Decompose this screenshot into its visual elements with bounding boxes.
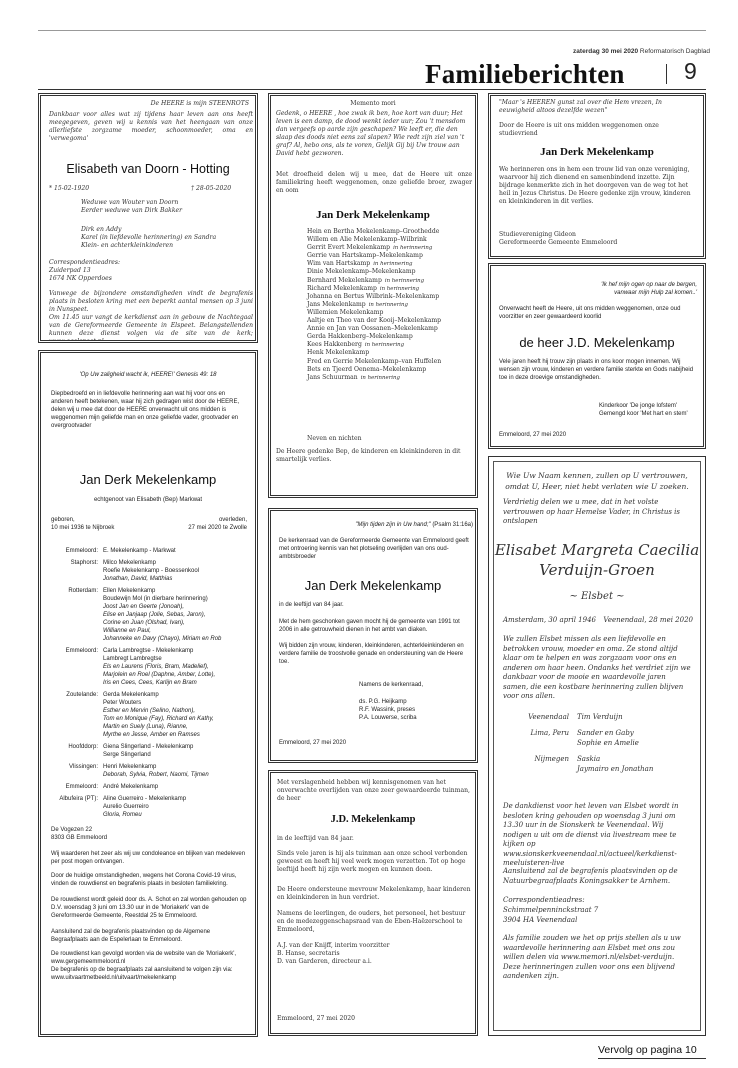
notice-body: Wij bidden zijn vrouw, kinderen, kleinkinderen, achterkleinkinderen en verdere familie de troostvolle genade en ondersteuning van de Heere toe. (279, 643, 464, 665)
notice-school (268, 770, 478, 1036)
family-member-name: Jans Schuurman (307, 373, 358, 381)
livestream-info: De begrafenis op de begraafplaats zal aansluitend te volgen zijn via: www.uitvaartmetbeeld.nl/uitvaart/mekelenkamp (51, 967, 233, 981)
family-member (307, 285, 477, 293)
burial-info: Aansluitend zal de begrafenis plaatsvinden op de Algemene Begraafplaats aan de Espelerlaan te Emmeloord. (51, 929, 211, 943)
notice-verduijn-groen (488, 456, 706, 1036)
memorial-note: in herinnering (360, 374, 400, 381)
family-line: Karel (in liefdevolle herinnering) en Sandra (81, 234, 217, 241)
family-group (47, 743, 251, 759)
grandchildren-line: Willianne en Paul, (103, 628, 151, 634)
notice-quote: 'Op Uw zaligheid wacht ik, HEERE!' Genesis 49: 18 (79, 372, 217, 378)
family-member-name: Gerda Hakkenberg–Mekelenkamp (307, 333, 413, 341)
death-date: † 28-05-2020 (191, 185, 232, 192)
family-place: Staphorst: (70, 560, 98, 566)
family-place: Zoutelande: (66, 692, 98, 698)
signature-line: A.J. van der Knijff, interim voorzitter (277, 942, 390, 949)
family-place: Emmeloord: (65, 548, 98, 554)
notice-verse: Gedenk, o HEERE , hoe zwak ik ben, hoe kort van duur; Het leven is een damp, de dood wenkt ieder uur; Zou 't mensdom dan vergeefs op aarde zijn geschapen? We leeft er, die den slaap des doods niet eens zal slapen? Wie redt zijn ziel van 't graf? Al, hebo ons, als te voren, Gelijk Gij bij Uw trouw aan David hebt gezworen. (276, 110, 466, 158)
family-member-name: Henk Mekelenkamp (307, 349, 370, 357)
deceased-name: Elisabet Margreta Caecilia (494, 541, 700, 559)
family-group (47, 559, 251, 583)
deceased-name: Jan Derk Mekelenkamp (79, 472, 217, 487)
notice-body: Met de hem geschonken gaven mocht hij de gemeente van 1991 tot 2006 in alle getrouwheid dienen in het ambt van diaken. (279, 619, 460, 633)
page-number: 9 (684, 58, 697, 84)
address-line: De Vogezen 22 (51, 827, 93, 833)
death-date: Veenendaal, 28 mei 2020 (603, 616, 693, 624)
family-group (47, 547, 251, 555)
notice-family-mekelenkamp (38, 350, 258, 1037)
notice-intro: Met droefheid delen wij u mee, dat de Heere uit onze familiekring heeft weggenomen, onze geliefde broer, zwager en oom (276, 171, 472, 195)
notice-quote: "Maar 's HEEREN gunst zal over die Hem vrezen, In eeuwigheid altoos dezelfde wezen" (499, 99, 662, 115)
signature-line: P.A. Louwerse, scriba (359, 715, 417, 721)
family-list (307, 228, 477, 382)
notice-quote: 'Ik hef mijn ogen op naar de bergen, (601, 282, 697, 288)
grandchildren-line: Myrthe en Jesse, Amber en Ramses (103, 732, 200, 738)
family-place: Veenendaal (528, 713, 569, 721)
notice-intro: Verdrietig delen we u mee, dat in het volste vertrouwen op haar Hemelse Vader, in Christus is ontslapen (503, 498, 680, 525)
family-member (307, 260, 477, 268)
grandchildren-line: Deborah, Sylvia, Robert, Naomi, Tijmen (103, 772, 209, 778)
title-rule (38, 89, 706, 90)
notice-body: Namens de leerlingen, de ouders, het personeel, het bestuur en de medezeggenschapsraad van de Eben-Haëzerschool te Emmeloord, (277, 910, 466, 934)
family-member-name: Ellen Mekelenkamp (103, 588, 156, 594)
rules-info: Door de huidige omstandigheden, wegens het Corona Covid-19 virus, vinden de rouwdienst en begrafenis plaats in besloten familiekring. (51, 873, 237, 887)
notice-kinderkoor (488, 263, 706, 449)
page-title: Familieberichten (425, 59, 625, 89)
family-member-name: Sophie en Amelie (577, 739, 639, 747)
notice-body: Vele jaren heeft hij trouw zijn plaats in ons koor mogen innemen. Wij wensen zijn vrouw, kinderen en verdere familie sterkte en Gods nabijheid toe in deze droevige omstandigheden. (499, 359, 694, 381)
widow-line: Eerder weduwe van Dirk Bakker (81, 207, 183, 214)
family-member-name: Peter Wouters (103, 700, 142, 706)
family-place: Emmeloord: (65, 784, 98, 790)
family-line: Dirk en Addy (81, 226, 122, 233)
notice-kerkenraad (268, 508, 478, 763)
notice-intro: Diepbedroefd en in liefdevolle herinnering aan wat hij voor ons en anderen heeft betekenen, waar hij zich gedragen wist door de HEERE, delen wij u mee dat door de HEERE onverwacht uit ons midden is weggenomen mijn geliefde man en onze geliefde vader, grootvader en overgrootvader (51, 391, 240, 429)
grandchildren-line: Joost Jan en Geerte (Jonoah), (103, 604, 185, 610)
notice-studievereniging (488, 93, 706, 259)
family-member-name: Aaltje en Theo van der Kooij–Mekelenkamp (307, 317, 442, 325)
address-line: Zuiderpad 13 (49, 267, 91, 274)
address-label: Correspondentieadres: (503, 896, 585, 904)
family-member-name: Bernhard Mekelenkamp (307, 276, 382, 284)
address-label: Correspondentieadres: (49, 259, 121, 266)
family-list (47, 547, 251, 823)
family-member-name: E. Mekelenkamp - Markwat (103, 548, 176, 554)
family-member (307, 309, 477, 317)
family-member-name: Saskia (577, 755, 601, 763)
signature-line: B. Hanse, secretaris (277, 950, 340, 957)
service-info: De rouwdienst wordt geleid door ds. A. Schot en zal worden gehouden op D.V. woensdag 3 juni om 13.30 uur in de 'Moriakerk' van de Gereformeerde Gemeente, Reestdal 25 te Emmeloord. (51, 897, 247, 919)
family-member-name: Tim Verduijn (577, 713, 623, 721)
deceased-name: de heer J.D. Mekelenkamp (519, 335, 675, 350)
grandchildren-line: Els en Laurens (Floris, Bram, Madelief), (103, 664, 209, 670)
title-divider (666, 64, 667, 84)
family-member-name: Annie en Jan van Oossanen–Mekelenkamp (307, 325, 438, 333)
family-member (307, 325, 477, 333)
signature-line: Studievereniging Gideon (499, 231, 576, 238)
grandchildren-line: Elise en Janjaap (Jolie, Sebas, Jaron), (103, 612, 206, 618)
notice-quote: vanwaar mijn Hulp zal komen..' (614, 290, 697, 296)
family-list (503, 712, 693, 780)
grandchildren-line: Martin en Suely (Luna), Rianne, (103, 724, 188, 730)
page-header (0, 48, 710, 55)
signature-line: Gereformeerde Gemeente Emmeloord (499, 239, 618, 246)
memorial-note: in herinnering (384, 277, 425, 284)
family-member (307, 293, 477, 301)
memorial-note: in herinnering (393, 245, 433, 252)
memorial-note: in herinnering (373, 261, 413, 268)
grandchildren-line: Esther en Mervin (Selino, Nathon), (103, 708, 196, 714)
family-member-name: Bets en Tjeerd Oenema–Mekelenkamp (307, 365, 427, 373)
family-member-name: Johanna en Bertus Wilbrink–Mekelenkamp (307, 292, 440, 300)
family-member (307, 374, 477, 382)
deceased-name: Elisabeth van Doorn - Hotting (66, 162, 230, 176)
signature-line: R.F. Wassink, preses (359, 707, 416, 713)
header-paper: Reformatorisch Dagblad (639, 48, 710, 55)
notice-motto: Memento mori (350, 100, 396, 107)
family-member-name: Carla Lambregtse - Mekelenkamp (103, 648, 194, 654)
funeral-info: Vanwege de bijzondere omstandigheden vindt de begrafenis plaats in besloten kring met een beperkt aantal mensen op 3 juni in Nunspeet. (49, 290, 253, 314)
family-place: Lima, Peru (530, 729, 569, 737)
family-group (503, 728, 693, 748)
family-member (307, 366, 477, 374)
address-line: Schimmelpenninckstraat 7 (503, 906, 599, 914)
family-member (307, 228, 477, 236)
notice-date: Emmeloord, 27 mei 2020 (499, 432, 567, 438)
notice-date: Emmeloord, 27 mei 2020 (279, 740, 347, 746)
service-info: De dankdienst voor het leven van Elsbet wordt in besloten kring gehouden op woensdag 3 juni om 13.30 uur in de Sionskerk te Veenendaal. Wij nodigen u uit om de dienst via livestream mee te kijken op www.sionskerkveenendaal.nl/actueel/kerkdienst-meeluisteren-live (503, 802, 679, 867)
notice-van-doorn (38, 93, 258, 343)
header-date: zaterdag 30 mei 2020 (573, 48, 639, 55)
grandchildren-line: Jonathan, David, Matthias (103, 576, 173, 582)
signature-line: D. van Garderen, directeur a.i. (277, 958, 372, 965)
family-place: Hoofddorp: (68, 744, 98, 750)
family-member-name: Jaymairo en Jonathan (577, 765, 654, 773)
family-group (47, 691, 251, 739)
deceased-name: Jan Derk Mekelenkamp (304, 578, 442, 593)
nephews-line: Neven en nichten (307, 435, 362, 442)
family-member-name: Kees Hakkenberg (307, 341, 362, 349)
family-group (503, 712, 693, 722)
family-line: Klein- en achterkleinkinderen (81, 242, 174, 249)
family-member-name: André Mekelenkamp (103, 784, 159, 790)
nickname: ~ Elsbet ~ (569, 591, 625, 602)
family-group (47, 647, 251, 687)
notice-quote: Wie Uw Naam kennen, zullen op U vertrouwen, (506, 471, 688, 480)
notice-intro: Met verslagenheid hebben wij kennisgenomen van het onverwachte overlijden van onze zeer gewaardeerde tuinman, de heer (277, 779, 470, 803)
signature-line: ds. P.G. Heijkamp (359, 699, 407, 705)
family-place: Emmeloord: (65, 648, 98, 654)
family-member-name: Jans Mekelenkamp (307, 300, 366, 308)
family-member (307, 349, 477, 357)
deceased-name: J.D. Mekelenkamp (330, 814, 416, 825)
notice-date: Emmeloord, 27 mei 2020 (277, 1015, 356, 1022)
family-place: Vlissingen: (68, 764, 98, 770)
family-member-name: Willem en Alie Mekelenkamp–Wilbrink (307, 236, 427, 244)
grandchildren-line: Corine en Juan (Olshad, Ivan), (103, 620, 185, 626)
family-member-name: Giena Slingerland - Mekelenkamp (103, 744, 194, 750)
notice-body: Sinds vele jaren is hij als tuinman aan onze school verbonden geweest en heeft hij veel werk mogen verzetten. Tot op hoge leeftijd heeft hij zijn werk mogen en kunnen doen. (277, 850, 468, 874)
burial-info: Aansluitend zal de begrafenis plaatsvinden op de Natuurbegraafplaats Koningsakker te Arnhem. (503, 867, 678, 885)
family-member-name: Wim van Hartskamp (307, 260, 371, 268)
family-member (307, 244, 477, 252)
age-line: in de leeftijd van 84 jaar. (277, 835, 354, 842)
family-member-name: Gerda Mekelenkamp (103, 692, 159, 698)
spouse-line: echtgenoot van Elisabeth (Bep) Markwat (93, 497, 203, 503)
age-line: in de leeftijd van 84 jaar. (279, 602, 344, 608)
family-member (307, 358, 477, 366)
signature-intro: Namens de kerkenraad, (359, 682, 424, 688)
family-member-name: Gerrie van Hartskamp–Mekelenkamp (307, 252, 423, 260)
family-member-name: Henri Mekelenkamp (103, 764, 157, 770)
address-line: 1674 NK Opperdoes (49, 275, 112, 282)
notice-intro: Onverwacht heeft de Heere, uit ons midden weggenomen, onze oud voorzitter en zeer gewaardeerd koorlid (499, 306, 681, 320)
family-member-name: Aline Guerreiro - Mekelenkamp (103, 796, 187, 802)
family-place: Albufeira (PT): (59, 796, 98, 802)
family-member (307, 277, 477, 285)
family-member (307, 341, 477, 349)
birth-date: 10 mei 1936 te Nijbroek (51, 525, 115, 531)
notice-memento-mori (268, 93, 478, 498)
memorial-note: in herinnering (379, 285, 420, 292)
family-member-name: Roefie Mekelenkamp - Boessenkool (103, 568, 200, 574)
memorial-note: in herinnering (368, 301, 408, 308)
notice-intro: Dankbaar voor alles wat zij tijdens haar leven aan ons heeft meegegeven, geven wij u kennis van het heengaan van onze allerliefste zorgzame moeder, schoonmoeder, oma en 'verwegoma' (49, 111, 253, 143)
family-member-name: Fred en Gerrie Mekelenkamp–van Huffelen (307, 357, 442, 365)
footer-rule (598, 1058, 706, 1059)
family-member (307, 236, 477, 244)
family-member-name: Lambregt Lambregtse (103, 656, 162, 662)
family-group (503, 754, 693, 774)
deceased-name: Jan Derk Mekelenkamp (316, 209, 430, 221)
family-member-name: Boudewijn Mol (in dierbare herinnering) (103, 596, 208, 602)
memorial-note: in herinnering (364, 342, 405, 349)
notice-quote: omdat U, Heer, niet hebt verlaten wie U zoeken. (505, 482, 689, 491)
family-place: Rotterdam: (68, 588, 98, 594)
family-member (307, 301, 477, 309)
grandchildren-line: Johanneke en Davy (Chayo), Miriam en Rob (103, 636, 222, 642)
family-member-name: Willemien Mekelenkamp (307, 308, 384, 316)
service-info: Om 11.45 uur vangt de kerkdienst aan in gebouw de Nachtegaal van de Gereformeerde Gemeente in Elspeet. Belangstellenden kunnen deze dienst volgen via de site van de kerk; www.ggelspeet.nl (49, 314, 253, 343)
birth-date: Amsterdam, 30 april 1946 (503, 616, 596, 624)
family-member (307, 333, 477, 341)
continued-link[interactable]: Vervolg op pagina 10 (598, 1044, 697, 1056)
family-member-name: Milco Mekelenkamp (103, 560, 157, 566)
livestream-info: De rouwdienst kan gevolgd worden via de website van de 'Moriakerk', www.gergemeemmeloord.nl (51, 951, 237, 965)
notice-intro: De kerkenraad van de Gereformeerde Gemeente van Emmeloord geeft met ontroering kennis van het plotseling overlijden van ons oud-ambtsbroeder (279, 538, 469, 560)
notice-body: We zullen Elsbet missen als een liefdevolle en betrokken vrouw, moeder en oma. Ze stond altijd klaar om te helpen en was zorgzaam voor ons en anderen om haar heen. Ondanks het verdriet zijn we dankbaar voor de mooie en waardevolle jaren samen, die een kostbare herinnering zullen blijven voor ons allen. (503, 635, 691, 700)
family-group (47, 795, 251, 819)
death-date: 27 mei 2020 te Zwolle (188, 525, 247, 531)
family-member-name: Dinie Mekelenkamp–Mekelenkamp (307, 268, 416, 276)
family-place: Nijmegen (534, 755, 569, 763)
family-member-name: Serge Slingerland (103, 752, 151, 758)
notice-body: De Heere ondersteune mevrouw Mekelenkamp, haar kinderen en kleinkinderen in hun verdriet. (277, 886, 471, 902)
signature-line: Gemengd koor 'Met hart en stem' (599, 411, 688, 417)
grandchildren-line: Gloria, Romeu (103, 812, 142, 818)
family-member-name: Sander en Gaby (577, 729, 634, 737)
deceased-name: Jan Derk Mekelenkamp (540, 146, 654, 158)
signature-line: Kinderkoor 'De jonge lofstem' (599, 403, 677, 409)
condolence-info: Wij waarderen het zeer als wij uw condoleance en blijken van medeleven per post mogen ontvangen. (51, 851, 246, 865)
widow-line: Weduwe van Wouter van Doorn (81, 199, 179, 206)
memorial-info: Als familie zouden we het op prijs stellen als u uw waardevolle herinnering aan Elsbet met ons zou willen delen via www.memori.nl/elsbet-verduijn. Deze herinneringen zullen voor ons een blijvend aandenken zijn. (503, 934, 681, 980)
family-group (47, 763, 251, 779)
family-member-name: Aurelio Guerreiro (103, 804, 149, 810)
death-label: overleden, (218, 517, 247, 523)
birth-label: geboren, (51, 517, 75, 523)
grandchildren-line: Iris en Cees, Cees, Karlijn en Bram (103, 680, 197, 686)
family-member-name: Gerrit Evert Mekelenkamp (307, 244, 391, 252)
grandchildren-line: Tom en Monique (Fay), Richard en Kathy, (103, 716, 214, 722)
family-group (47, 587, 251, 643)
family-group (47, 783, 251, 791)
family-member (307, 252, 477, 260)
notice-body: We herinneren ons in hem een trouw lid van onze vereniging, waarvoor hij zich dienend en samenbindend inzette. Zijn bijdrage kenmerkte zich in het doorgeven van de weg tot het heil in Jezus Christus. De Heere gedenke zijn vrouw, kinderen en kleinkinderen in dit verlies. (499, 166, 691, 206)
notice-motto: De HEERE is mijn STEENROTS (150, 100, 249, 107)
notice-intro: Door de Heere is uit ons midden weggenomen onze studievriend (499, 122, 659, 138)
birth-date: * 15-02-1920 (49, 185, 90, 192)
family-member-name: Hein en Bertha Mekelenkamp–Groothedde (307, 228, 440, 235)
address-line: 3904 HA Veenendaal (503, 916, 578, 924)
family-member (307, 317, 477, 325)
top-rule (38, 30, 706, 31)
family-member-name: Richard Mekelenkamp (307, 284, 377, 292)
grandchildren-line: Marjolein en Roel (Daphne, Amber, Lotte), (103, 672, 216, 678)
deceased-name: Verduijn-Groen (539, 561, 655, 579)
notice-closing: De Heere gedenke Bep, de kinderen en kleinkinderen in dit smartelijk verlies. (276, 448, 461, 464)
notice-quote: "Mijn tijden zijn in Uw hand;" (Psalm 31:16a) (355, 522, 473, 528)
address-line: 8303 GB Emmeloord (51, 835, 108, 841)
family-member (307, 268, 477, 276)
